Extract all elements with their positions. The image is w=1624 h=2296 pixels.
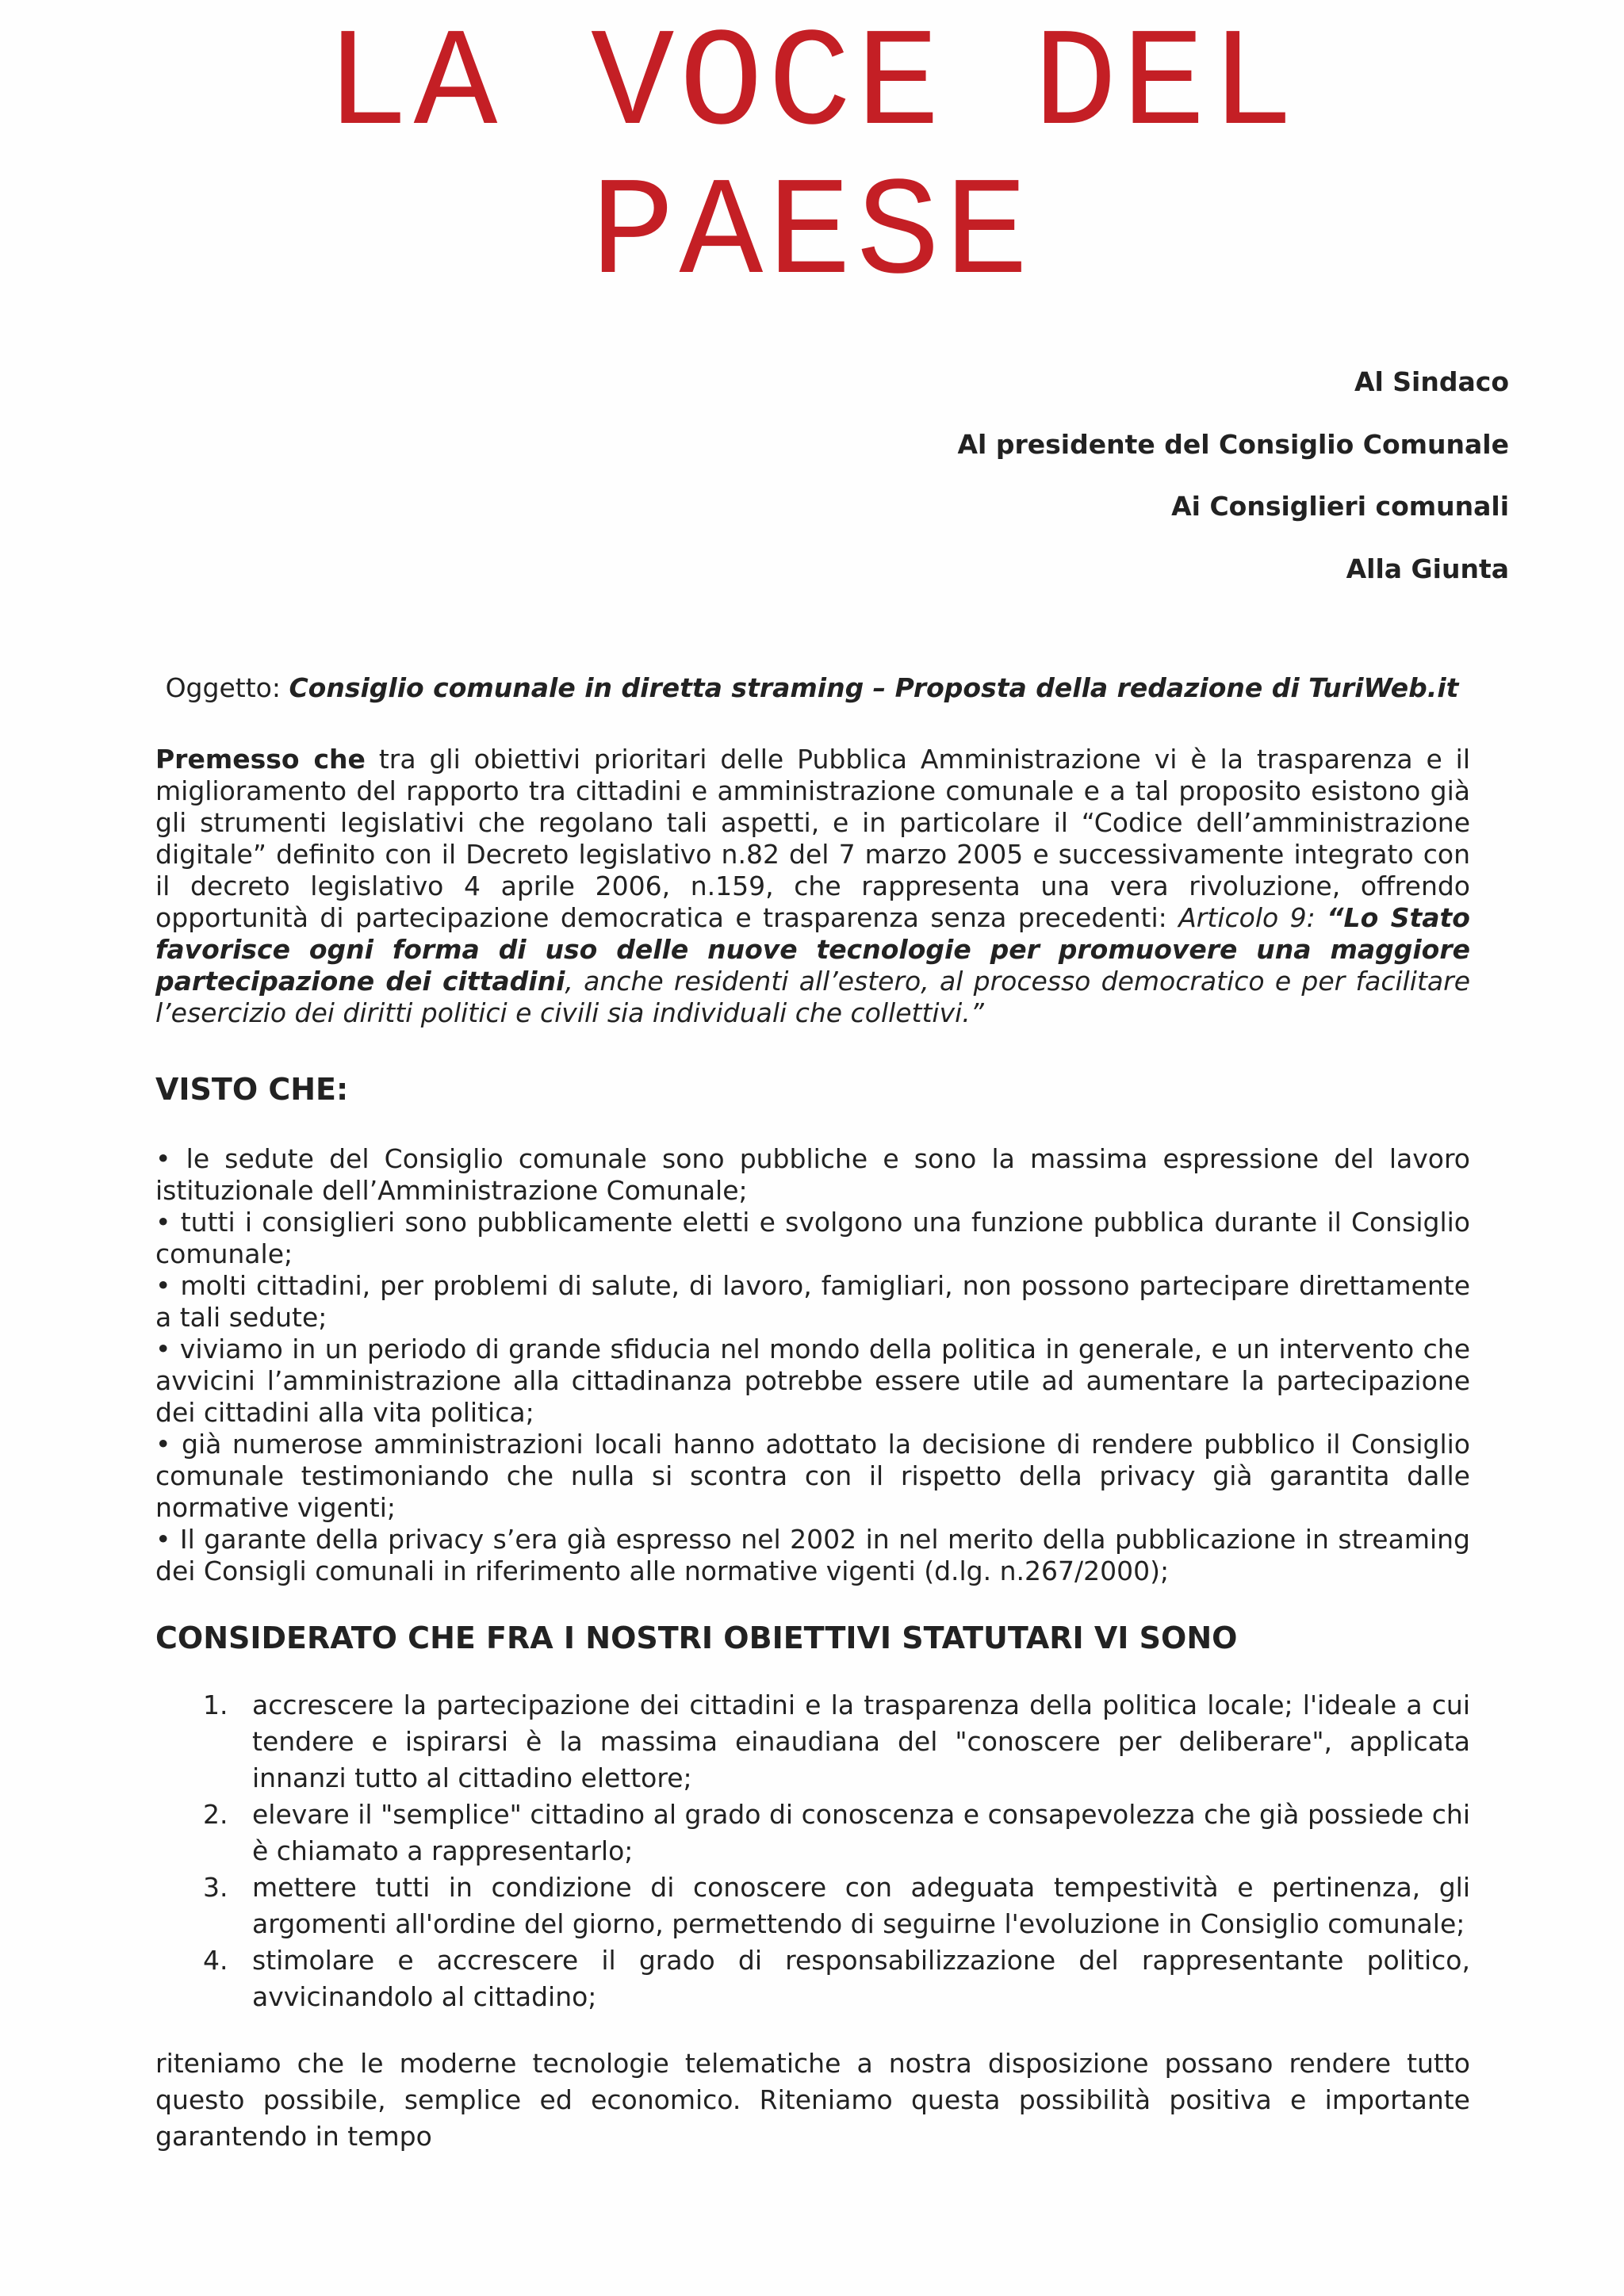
objective-number: 4. — [203, 1945, 228, 1976]
visto-item: • Il garante della privacy s’era già espresso nel 2002 in nel merito della pubblicazione in streaming dei Consigli comunali in riferimento alle normative vigenti (d.lg. n.267/2000); — [155, 1524, 1470, 1586]
subject-text: Consiglio comunale in diretta straming – Proposta della redazione di TuriWeb.it — [289, 672, 1459, 703]
objective-item — [155, 1942, 1470, 2015]
masthead-title — [0, 6, 1624, 314]
recipient-council-board: Alla Giunta — [1346, 553, 1509, 584]
objective-number: 1. — [203, 1689, 228, 1720]
visto-heading: VISTO CHE: — [155, 1072, 349, 1107]
premesso-lead: Premesso che — [155, 744, 366, 775]
objective-text: stimolare e accrescere il grado di responsabilizzazione del rappresentante politico, avvicinandolo al cittadino; — [252, 1945, 1470, 2012]
objective-number: 2. — [203, 1799, 228, 1830]
recipients-block — [958, 366, 1509, 615]
premesso-text: tra gli obiettivi prioritari delle Pubblica Amministrazione vi è la trasparenza e il miglioramento del rapporto tra cittadini e amministrazione comunale e a tal proposito esistono già gli strumenti legislativi che regolano tali aspetti, e in particolare il “Codice dell’amministrazione digitale” definito con il Decreto legislativo n.82 del 7 marzo 2005 e successivamente integrato con il decreto legislativo 4 aprile 2006, n.159, che rappresenta una vera rivoluzione, offrendo opportunità di partecipazione democratica e trasparenza senza precedenti: — [155, 744, 1471, 933]
objective-item — [155, 1687, 1470, 1797]
article-quote-rest: , anche residenti all’estero, al processo democratico e per facilitare l’esercizio dei diritti politici e civili sia individuali che collettivi.” — [155, 966, 1471, 1028]
objective-item — [155, 1797, 1470, 1869]
visto-item: • tutti i consiglieri sono pubblicamente eletti e svolgono una funzione pubblica durante il Consiglio comunale; — [155, 1207, 1470, 1269]
recipient-council-president: Al presidente del Consiglio Comunale — [957, 428, 1509, 460]
closing-paragraph: riteniamo che le moderne tecnologie telematiche a nostra disposizione possano rendere tutto questo possibile, semplice ed economico. Riteniamo questa possibilità positiva e importante garantendo in tempo — [155, 2048, 1470, 2152]
visto-item: • viviamo in un periodo di grande sfiducia nel mondo della politica in generale, e un intervento che avvicini l’amministrazione alla cittadinanza potrebbe essere utile ad aumentare la partecipazione dei cittadini alla vita politica; — [155, 1334, 1470, 1428]
objective-text: accrescere la partecipazione dei cittadini e la trasparenza della politica locale; l'ideale a cui tendere e ispirarsi è la massima einaudiana del "conoscere per deliberare", applicata innanzi tutto al cittadino elettore; — [252, 1689, 1470, 1793]
visto-item: • le sedute del Consiglio comunale sono pubbliche e sono la massima espressione del lavoro istituzionale dell’Amministrazione Comunale; — [155, 1143, 1470, 1206]
subject-label: Oggetto: — [165, 672, 289, 703]
visto-item: • già numerose amministrazioni locali hanno adottato la decisione di rendere pubblico il Consiglio comunale testimoniando che nulla si scontra con il rispetto della privacy già garantita dalle normative vigenti; — [155, 1429, 1470, 1523]
objective-text: mettere tutti in condizione di conoscere con adeguata tempestività e pertinenza, gli argomenti all'ordine del giorno, permettendo di seguirne l'evoluzione in Consiglio comunale; — [252, 1872, 1470, 1939]
objective-text: elevare il "semplice" cittadino al grado di conoscenza e consapevolezza che già possiede chi è chiamato a rappresentarlo; — [252, 1799, 1470, 1866]
premesso-paragraph — [155, 744, 1470, 1029]
objective-number: 3. — [203, 1872, 228, 1903]
article-quote-bold: “Lo Stato favorisce ogni forma di uso delle nuove tecnologie per promuovere una maggiore partecipazione dei cittadini — [155, 902, 1470, 997]
objectives-list — [155, 1687, 1470, 2015]
recipient-mayor: Al Sindaco — [1354, 366, 1509, 397]
recipient-councillors: Ai Consiglieri comunali — [1171, 491, 1509, 522]
visto-list — [155, 1143, 1470, 1587]
objective-item — [155, 1869, 1470, 1942]
subject-line — [0, 672, 1624, 703]
considerato-heading: CONSIDERATO CHE FRA I NOSTRI OBIETTIVI STATUTARI VI SONO — [155, 1621, 1238, 1655]
masthead-line-1: LA VOCE DEL — [325, 6, 1299, 165]
visto-item: • molti cittadini, per problemi di salute, di lavoro, famigliari, non possono partecipare direttamente a tali sedute; — [155, 1270, 1470, 1333]
article-label: Articolo 9: — [1178, 902, 1327, 933]
masthead-line-2: PAESE — [590, 155, 1034, 314]
